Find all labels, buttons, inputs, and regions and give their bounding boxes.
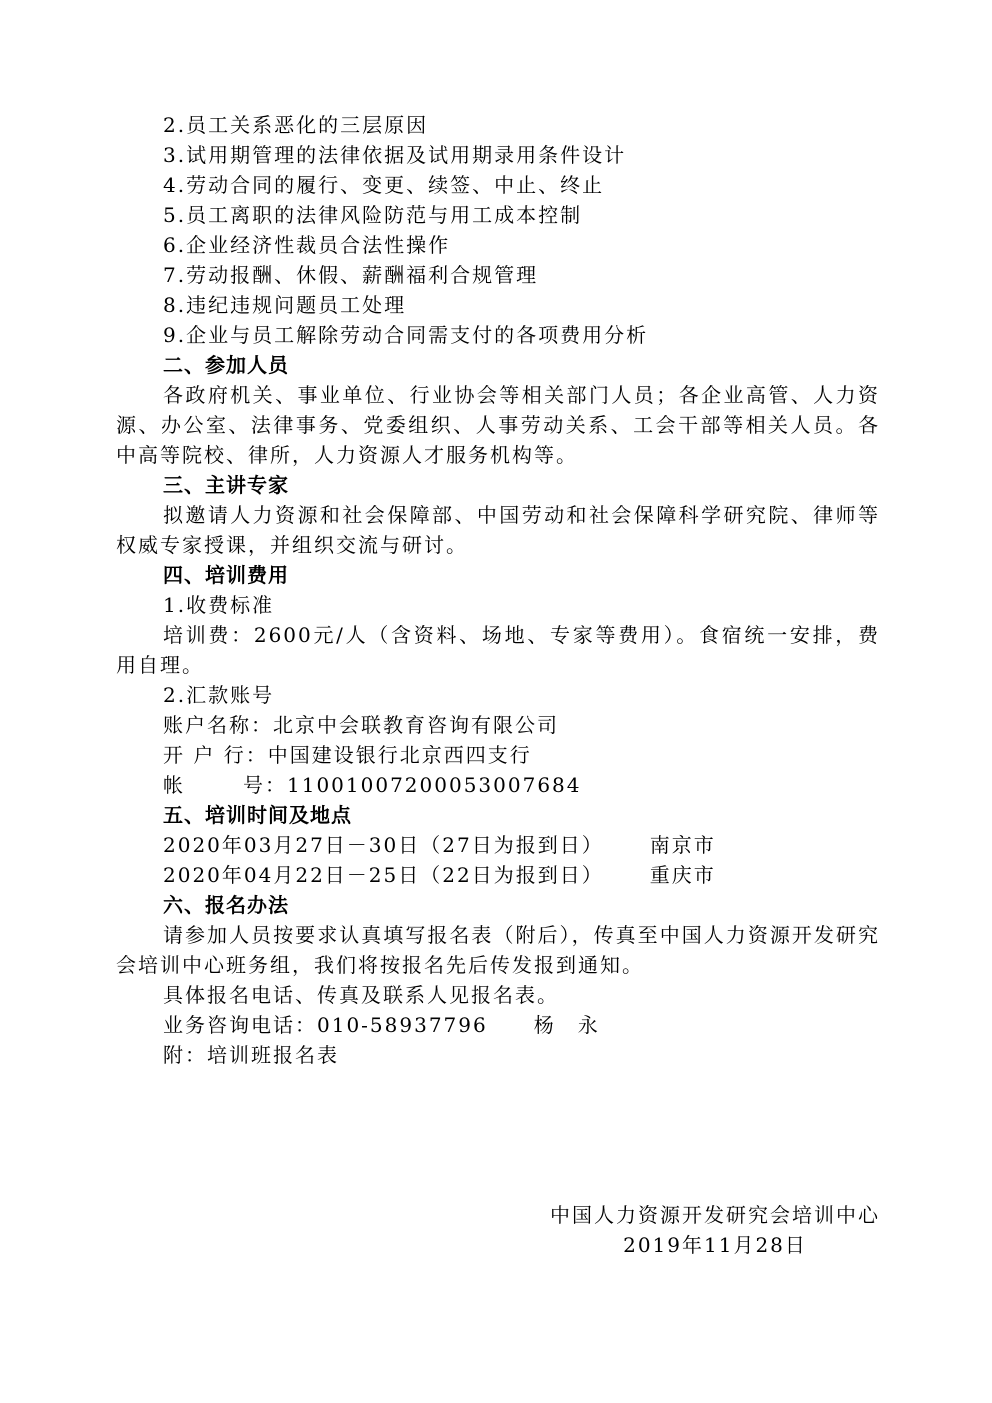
signature-org: 中国人力资源开发研究会培训中心 <box>550 1203 880 1227</box>
topic-list <box>116 110 880 350</box>
consult-phone: 业务咨询电话：010-58937796 <box>163 1013 488 1037</box>
section-heading-participants: 二、参加人员 <box>163 353 289 377</box>
account-name-label: 账户名称： <box>163 713 273 737</box>
schedule-date: 2020年04月22日－25日（22日为报到日） <box>163 863 604 887</box>
account-number-label-1: 帐 <box>163 773 185 797</box>
fee-standard-title: 1.收费标准 <box>163 593 275 617</box>
account-number-value: 11001007200053007684 <box>287 773 582 797</box>
contact-person: 杨 永 <box>533 1013 600 1037</box>
registration-contact-note: 具体报名电话、传真及联系人见报名表。 <box>163 983 559 1007</box>
section-heading-schedule: 五、培训时间及地点 <box>163 803 352 827</box>
account-name-row <box>116 710 880 740</box>
schedule-city: 重庆市 <box>649 863 716 887</box>
bank-label: 开 户 行： <box>163 743 268 767</box>
experts-text: 拟邀请人力资源和社会保障部、中国劳动和社会保障科学研究院、律师等权威专家授课，并组织交流与研讨。 <box>116 503 880 557</box>
schedule-row <box>116 860 880 890</box>
section-heading-fees: 四、培训费用 <box>163 563 289 587</box>
signature-block <box>550 1200 880 1260</box>
schedule-row <box>116 830 880 860</box>
bank-value: 中国建设银行北京西四支行 <box>267 743 532 767</box>
consult-phone-row <box>116 1010 880 1040</box>
topic-item: 2.员工关系恶化的三层原因 <box>163 113 429 137</box>
section-heading-registration: 六、报名办法 <box>163 893 289 917</box>
account-number-label-2: 号： <box>243 773 287 797</box>
attachment-note: 附：培训班报名表 <box>163 1043 339 1067</box>
topic-item: 4.劳动合同的履行、变更、续签、中止、终止 <box>163 173 605 197</box>
topic-item: 5.员工离职的法律风险防范与用工成本控制 <box>163 203 583 227</box>
registration-text: 请参加人员按要求认真填写报名表（附后），传真至中国人力资源开发研究会培训中心班务组，我们将按报名先后传发报到通知。 <box>116 923 880 977</box>
topic-item: 6.企业经济性裁员合法性操作 <box>163 233 451 257</box>
signature-date: 2019年11月28日 <box>623 1233 807 1257</box>
topic-item: 9.企业与员工解除劳动合同需支付的各项费用分析 <box>163 323 649 347</box>
account-name-value: 北京中会联教育咨询有限公司 <box>273 713 559 737</box>
topic-item: 8.违纪违规问题员工处理 <box>163 293 407 317</box>
account-number-row <box>116 770 880 800</box>
topic-item: 7.劳动报酬、休假、薪酬福利合规管理 <box>163 263 539 287</box>
schedule-city: 南京市 <box>649 833 716 857</box>
section-heading-experts: 三、主讲专家 <box>163 473 289 497</box>
fee-text: 培训费：2600元/人（含资料、场地、专家等费用）。食宿统一安排，费用自理。 <box>116 623 880 677</box>
schedule-date: 2020年03月27日－30日（27日为报到日） <box>163 833 604 857</box>
topic-item: 3.试用期管理的法律依据及试用期录用条件设计 <box>163 143 627 167</box>
bank-row <box>116 740 880 770</box>
remittance-title: 2.汇款账号 <box>163 683 275 707</box>
participants-text: 各政府机关、事业单位、行业协会等相关部门人员；各企业高管、人力资源、办公室、法律事务、党委组织、人事劳动关系、工会干部等相关人员。各中高等院校、律所，人力资源人才服务机构等。 <box>116 383 880 467</box>
document-body <box>116 110 880 1070</box>
